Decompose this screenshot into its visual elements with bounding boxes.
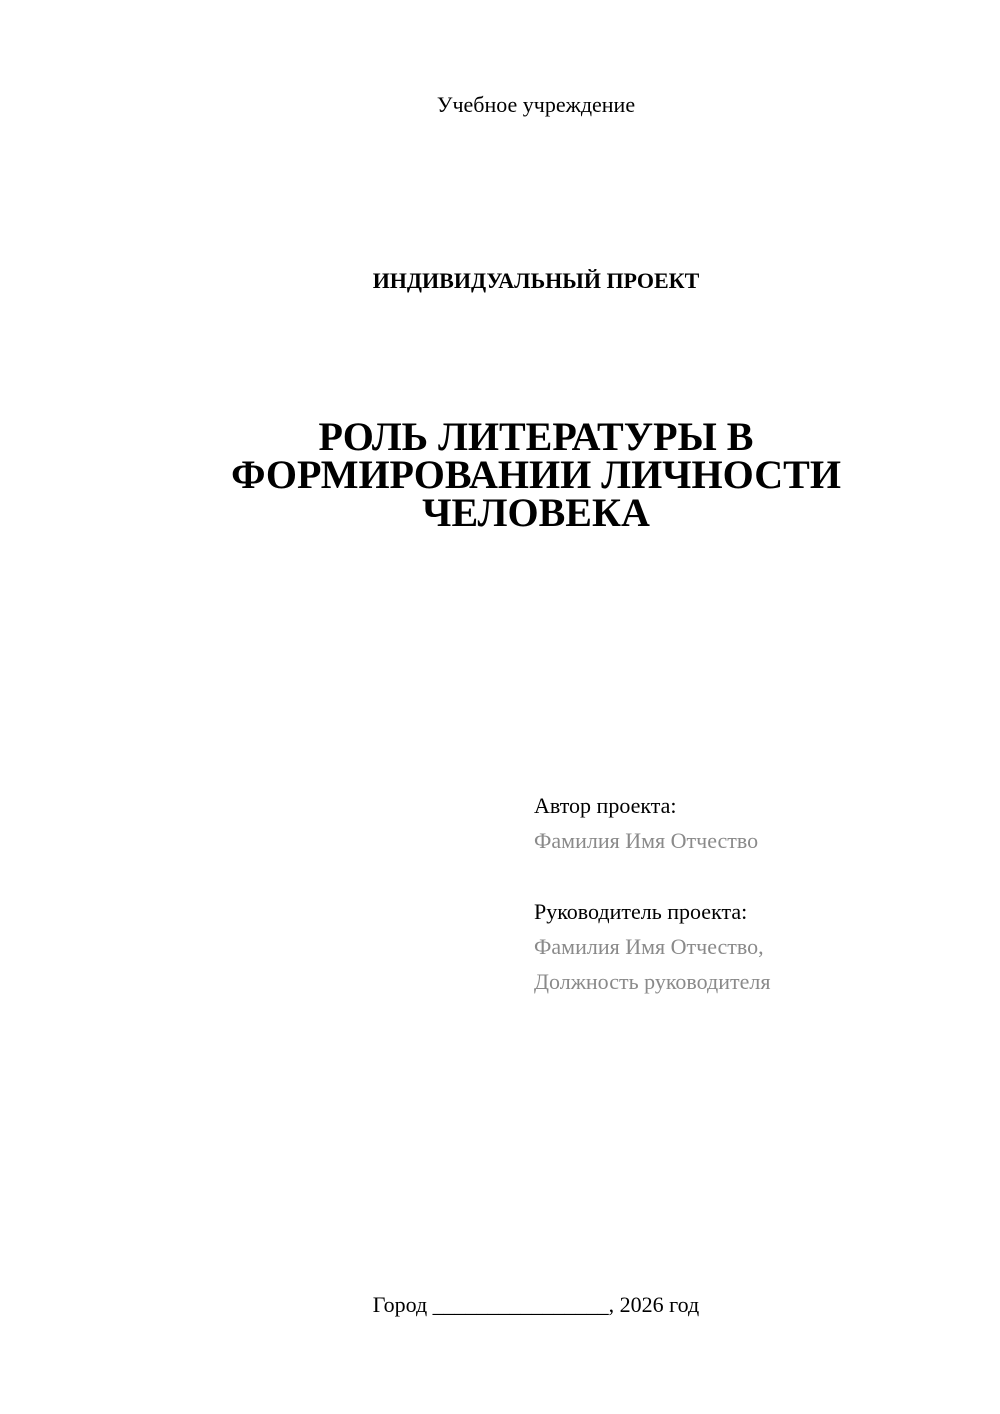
- supervisor-label: Руководитель проекта:: [534, 899, 748, 924]
- city-year-footer: Город ________________, 2026 год: [372, 1292, 700, 1317]
- supervisor-name: Фамилия Имя Отчество,: [534, 934, 764, 959]
- project-title-line: ФОРМИРОВАНИИ ЛИЧНОСТИ: [231, 452, 841, 497]
- project-title-line: РОЛЬ ЛИТЕРАТУРЫ В: [318, 414, 754, 459]
- author-label: Автор проекта:: [534, 793, 677, 818]
- institution-name: Учебное учреждение: [436, 92, 636, 117]
- credits-spacer: [534, 858, 974, 894]
- author-name: Фамилия Имя Отчество: [534, 828, 759, 853]
- project-title: [180, 414, 892, 535]
- project-type-heading: ИНДИВИДУАЛЬНЫЙ ПРОЕКТ: [372, 268, 700, 293]
- project-title-line: ЧЕЛОВЕКА: [422, 490, 650, 535]
- supervisor-position: Должность руководителя: [534, 969, 771, 994]
- credits-block: [534, 788, 974, 999]
